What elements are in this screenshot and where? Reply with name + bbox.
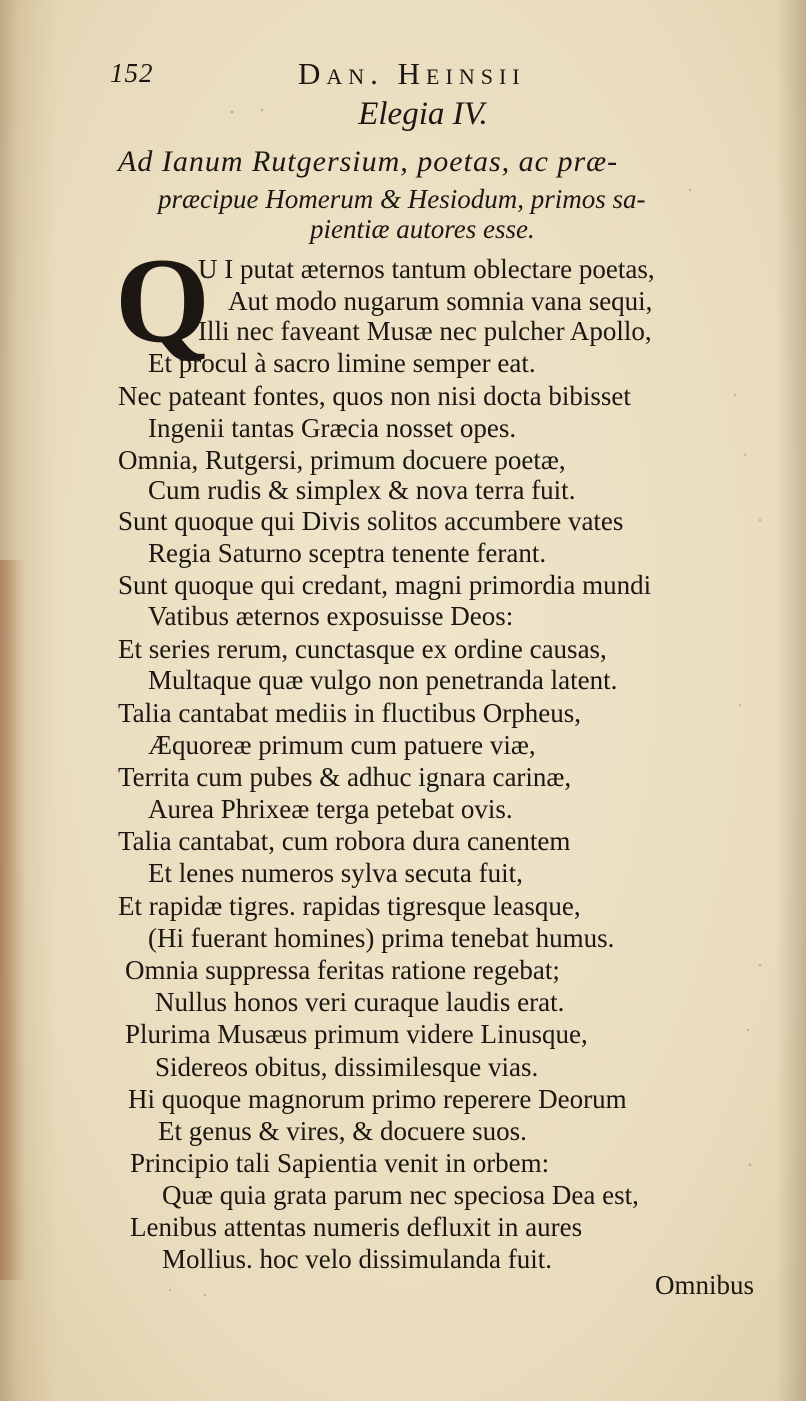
verse-line: Talia cantabat mediis in fluctibus Orpheus,: [118, 698, 581, 728]
verse-line: Vatibus æternos exposuisse Deos:: [148, 601, 514, 631]
verse-line: Sidereos obitus, dissimilesque vias.: [155, 1052, 539, 1082]
elegy-title: Elegia IV.: [358, 96, 488, 132]
verse-line: Principio tali Sapientia venit in orbem:: [130, 1148, 550, 1178]
subtitle-line-3: pientiæ autores esse.: [310, 214, 535, 244]
verse-line: Et lenes numeros sylva secuta fuit,: [148, 858, 523, 888]
verse-line: Ingenii tantas Græcia nosset opes.: [148, 413, 517, 443]
subtitle-line-2: præcipue Homerum & Hesiodum, primos sa-: [158, 184, 646, 214]
verse-line: (Hi fuerant homines) prima tenebat humus.: [148, 923, 615, 953]
verse-line: Multaque quæ vulgo non penetranda latent.: [148, 665, 618, 695]
verse-line: Et series rerum, cunctasque ex ordine causas,: [118, 634, 607, 664]
catchword: Omnibus: [655, 1270, 755, 1300]
gutter-stain: [0, 560, 26, 1280]
page-number: 152: [110, 58, 154, 88]
verse-line: Quæ quia grata parum nec speciosa Dea est,: [162, 1180, 639, 1210]
page-header: [110, 56, 770, 96]
verse-line: Et genus & vires, & docuere suos.: [158, 1116, 527, 1146]
verse-line: Nullus honos veri curaque laudis erat.: [155, 987, 565, 1017]
verse-line: Aut modo nugarum somnia vana sequi,: [228, 286, 653, 316]
verse-line: Aurea Phrixeæ terga petebat ovis.: [148, 794, 513, 824]
verse-line: Sunt quoque qui credant, magni primordia mundi: [118, 570, 652, 600]
verse-line: Plurima Musæus primum videre Linusque,: [125, 1019, 588, 1049]
verse-line: U I putat æternos tantum oblectare poetas,: [198, 254, 655, 284]
verse-line: Æquoreæ primum cum patuere viæ,: [148, 730, 536, 760]
verse-line: Omnia suppressa feritas ratione regebat;: [125, 955, 560, 985]
subtitle-line-1: Ad Ianum Rutgersium, poetas, ac præ-: [118, 145, 619, 178]
verse-line: Cum rudis & simplex & nova terra fuit.: [148, 475, 576, 505]
verse-line: Nec pateant fontes, quos non nisi docta bibisset: [118, 381, 631, 411]
verse-line: Regia Saturno sceptra tenente ferant.: [148, 538, 547, 568]
verse-line: Omnia, Rutgersi, primum docuere poetæ,: [118, 445, 566, 475]
verse-line: Mollius. hoc velo dissimulanda fuit.: [162, 1244, 552, 1274]
verse-line: Sunt quoque qui Divis solitos accumbere vates: [118, 506, 624, 536]
verse-line: Illi nec faveant Musæ nec pulcher Apollo,: [198, 316, 652, 346]
verse-line: Lenibus attentas numeris defluxit in aures: [130, 1212, 583, 1242]
verse-line: Hi quoque magnorum primo reperere Deorum: [128, 1084, 627, 1114]
verse-line: Et procul à sacro limine semper eat.: [148, 348, 536, 378]
running-head: Dan. Heinsii: [298, 56, 526, 91]
drop-cap: Q: [115, 233, 210, 368]
verse-line: Territa cum pubes & adhuc ignara carinæ,: [118, 762, 572, 792]
verse-line: Talia cantabat, cum robora dura canentem: [118, 826, 571, 856]
verse-line: Et rapidæ tigres. rapidas tigresque leasque,: [118, 891, 581, 921]
